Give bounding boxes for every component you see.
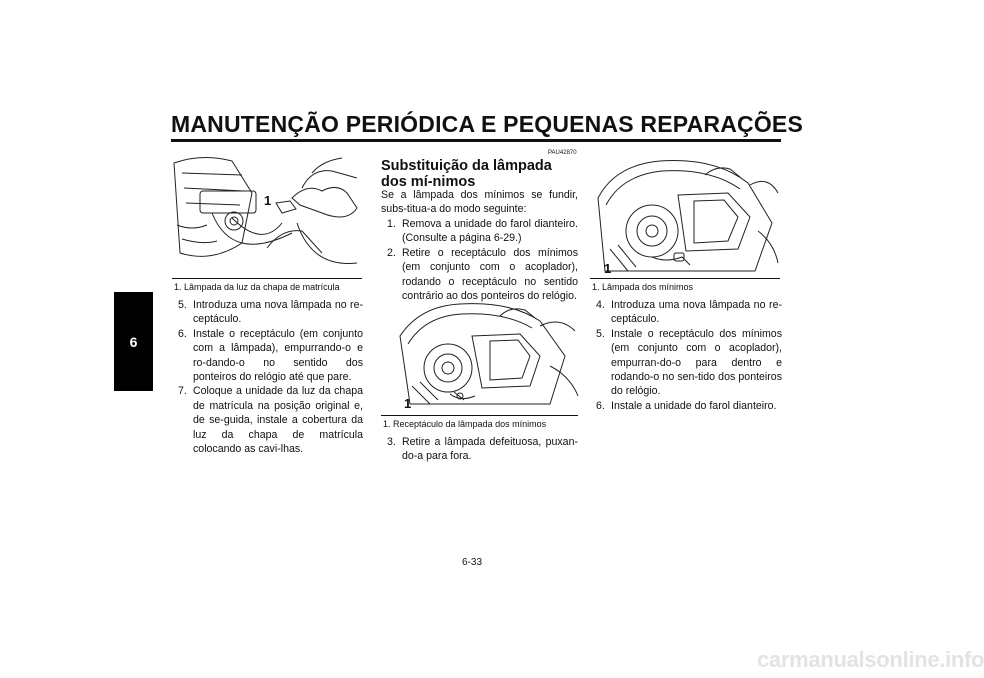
figure-callout: 1 bbox=[604, 261, 612, 276]
step-list bbox=[172, 298, 363, 456]
page-header-title: MANUTENÇÃO PERIÓDICA E PEQUENAS REPARAÇÕES bbox=[171, 111, 804, 137]
list-item: 4. Introduza uma nova lâmpada no re-ceptáculo. bbox=[596, 299, 782, 326]
watermark: carmanualsonline.info bbox=[757, 647, 984, 672]
list-item: 6. Instale o receptáculo (em conjunto com a lâmpada), empurrando-o e ro-dando-o no sentido dos ponteiros do relógio até que pare. bbox=[178, 327, 363, 384]
position-light-bulb-figure bbox=[590, 153, 780, 275]
section-code: PAU42870 bbox=[548, 150, 577, 156]
list-item: 5. Instale o receptáculo dos mínimos (em conjunto com o acoplador), empurran-do-o para dentro e rodando-o no sen-tido dos ponteiros do relógio. bbox=[596, 327, 782, 398]
list-item: 5. Introduza uma nova lâmpada no re-ceptáculo. bbox=[178, 299, 363, 326]
caption-rule bbox=[590, 278, 780, 279]
section-intro: Se a lâmpada dos mínimos se fundir, subs-titua-a do modo seguinte: bbox=[381, 189, 578, 216]
figure-callout: 1 bbox=[264, 193, 272, 208]
list-item: 3. Retire a lâmpada defeituosa, puxan-do-a para fora. bbox=[387, 436, 578, 463]
list-item: 7. Coloque a unidade da luz da chapa de matrícula na posição original e, de se-guida, instale a cobertura da luz da chapa de matrícula colocando as cavi-lhas. bbox=[178, 385, 363, 456]
section-title: Substituição da lâmpada dos mí-nimos bbox=[381, 158, 552, 190]
step-list bbox=[381, 217, 578, 303]
step-list bbox=[381, 435, 578, 464]
position-light-socket-figure bbox=[390, 296, 580, 411]
caption-rule bbox=[381, 415, 578, 416]
license-plate-light-figure bbox=[172, 153, 362, 275]
figure-callout: 1 bbox=[404, 396, 412, 411]
chapter-tab bbox=[114, 292, 153, 391]
figure-caption: 1. Receptáculo da lâmpada dos mínimos bbox=[383, 419, 547, 429]
figure-caption: 1. Lâmpada dos mínimos bbox=[592, 282, 694, 292]
step-list bbox=[590, 298, 782, 413]
chapter-tab-label: 6 bbox=[129, 333, 138, 350]
list-item: 6. Instale a unidade do farol dianteiro. bbox=[596, 399, 777, 412]
header-rule bbox=[171, 139, 781, 142]
caption-rule bbox=[172, 278, 362, 279]
figure-caption: 1. Lâmpada da luz da chapa de matrícula bbox=[174, 282, 340, 292]
list-item: 1. Remova a unidade do farol dianteiro. (Consulte a página 6-29.) bbox=[387, 218, 578, 245]
list-item: 2. Retire o receptáculo dos mínimos (em conjunto com o acoplador), rodando o receptáculo no sentido contrário ao dos ponteiros do relógio. bbox=[387, 246, 578, 303]
page-number: 6-33 bbox=[462, 557, 483, 568]
